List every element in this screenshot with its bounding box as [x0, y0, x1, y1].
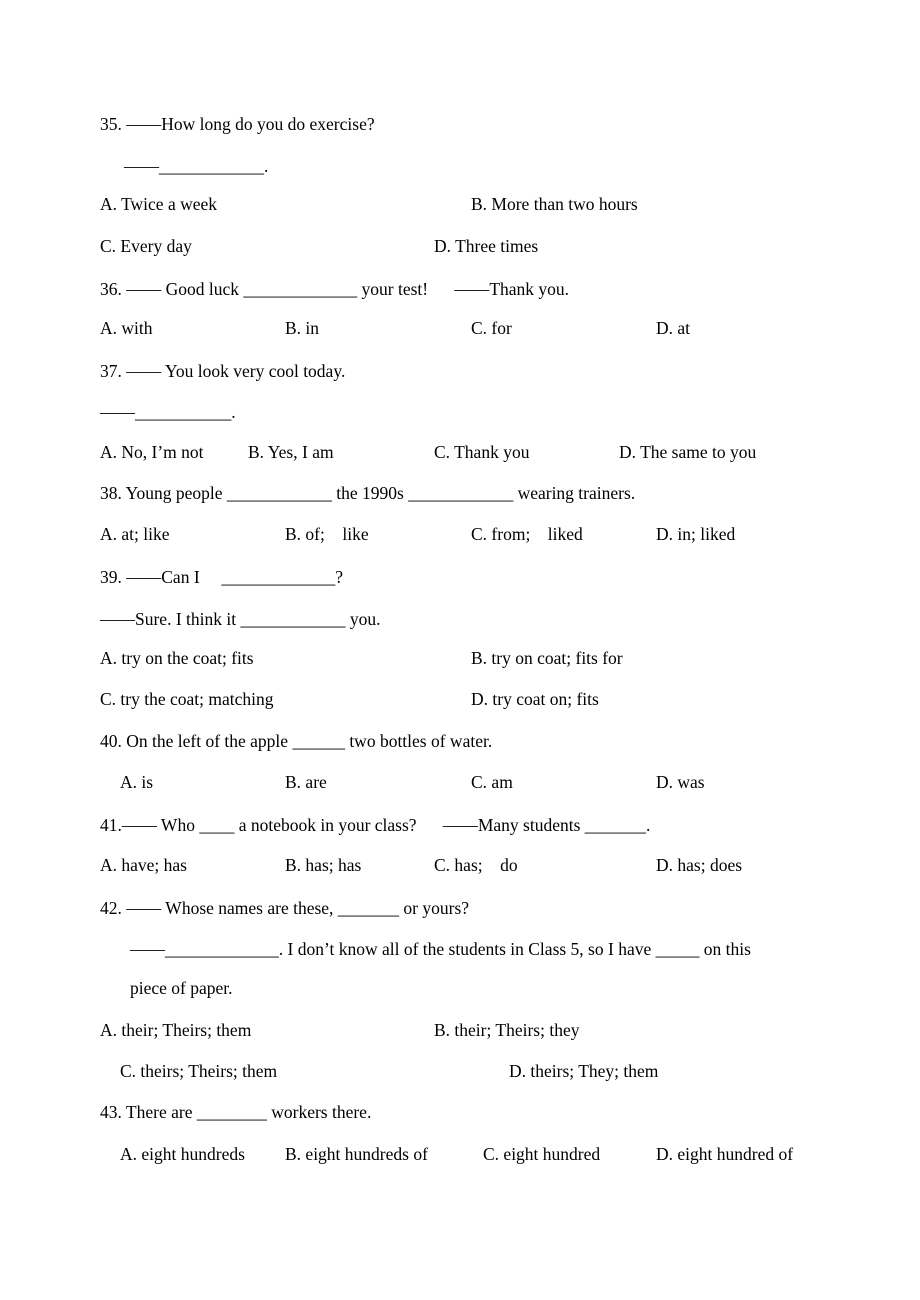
q37-option-c: C. Thank you: [434, 442, 530, 462]
q38-option-a: A. at; like: [100, 524, 170, 544]
q38-option-c: C. from; liked: [471, 524, 583, 544]
q35-option-b: B. More than two hours: [471, 194, 638, 214]
q37-option-a: A. No, I’m not: [100, 442, 204, 462]
q40-option-d: D. was: [656, 772, 705, 792]
q35-option-c: C. Every day: [100, 236, 192, 256]
q39-option-a: A. try on the coat; fits: [100, 648, 254, 668]
q38-option-b: B. of; like: [285, 524, 369, 544]
q42-option-c: C. theirs; Theirs; them: [120, 1061, 278, 1081]
q42-answer-line-2: piece of paper.: [130, 978, 233, 998]
q37-option-d: D. The same to you: [619, 442, 757, 462]
q42-option-d: D. theirs; They; them: [509, 1061, 659, 1081]
q36-option-c: C. for: [471, 318, 512, 338]
q36-option-b: B. in: [285, 318, 320, 338]
q40-option-a: A. is: [120, 772, 154, 792]
q37-stem: 37. —— You look very cool today.: [100, 361, 346, 381]
q35-option-d: D. Three times: [434, 236, 539, 256]
q35-stem: 35. ——How long do you do exercise?: [100, 114, 375, 134]
q36-stem: 36. —— Good luck _____________ your test! ——Thank you.: [100, 279, 570, 299]
q43-stem: 43. There are ________ workers there.: [100, 1102, 372, 1122]
q41-option-d: D. has; does: [656, 855, 743, 875]
q37-option-b: B. Yes, I am: [248, 442, 334, 462]
q40-option-b: B. are: [285, 772, 327, 792]
q42-stem: 42. —— Whose names are these, _______ or yours?: [100, 898, 470, 918]
q43-option-c: C. eight hundred: [483, 1144, 601, 1164]
q35-option-a: A. Twice a week: [100, 194, 218, 214]
q38-stem: 38. Young people ____________ the 1990s ____________ wearing trainers.: [100, 483, 636, 503]
q43-option-b: B. eight hundreds of: [285, 1144, 428, 1164]
q41-stem: 41.—— Who ____ a notebook in your class? ——Many students _______.: [100, 815, 651, 835]
q43-option-d: D. eight hundred of: [656, 1144, 794, 1164]
q37-answer-line: ——___________.: [100, 402, 236, 422]
q40-stem: 40. On the left of the apple ______ two bottles of water.: [100, 731, 493, 751]
q38-option-d: D. in; liked: [656, 524, 736, 544]
q42-option-a: A. their; Theirs; them: [100, 1020, 252, 1040]
q35-answer-line: ——____________.: [124, 156, 269, 176]
q39-answer-line: ——Sure. I think it ____________ you.: [100, 609, 381, 629]
q41-option-b: B. has; has: [285, 855, 362, 875]
q36-option-a: A. with: [100, 318, 153, 338]
q36-option-d: D. at: [656, 318, 691, 338]
q41-option-a: A. have; has: [100, 855, 187, 875]
q39-option-d: D. try coat on; fits: [471, 689, 599, 709]
q39-option-b: B. try on coat; fits for: [471, 648, 623, 668]
q39-option-c: C. try the coat; matching: [100, 689, 274, 709]
q42-option-b: B. their; Theirs; they: [434, 1020, 580, 1040]
q41-option-c: C. has; do: [434, 855, 518, 875]
q40-option-c: C. am: [471, 772, 513, 792]
q39-stem: 39. ——Can I _____________?: [100, 567, 344, 587]
q43-option-a: A. eight hundreds: [120, 1144, 245, 1164]
q42-answer-line-1: ——_____________. I don’t know all of the students in Class 5, so I have _____ on this: [130, 939, 751, 959]
